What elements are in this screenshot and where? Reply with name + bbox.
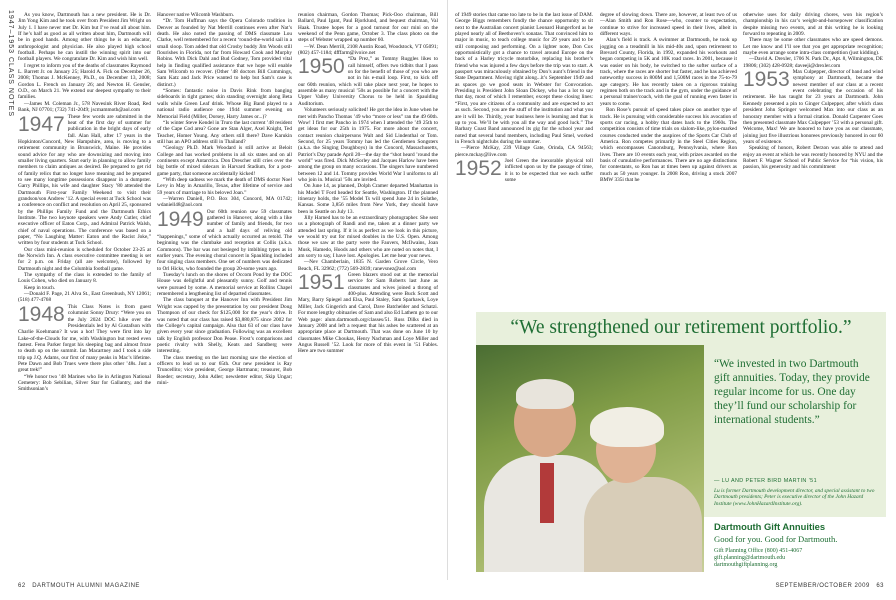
paragraph: Hanover native Wilcomb Washburn. <box>157 12 235 18</box>
magazine-title: DARTMOUTH ALUMNI MAGAZINE <box>32 583 140 589</box>
page-number-right: 63 <box>876 583 884 589</box>
class-entry-1951: 1951 Green blazers stood out at the memorial service for Sam Roberts last June as classmates and wives joined a throng of 400-plus. Attending were Buck Scott and Mary, Barry Spiegel and Elsa, Paul Staley, Sam Sparhawk, Loye Miller, Jack Gingerich and Carol, Dave Batchelder and Schatzi. For more lengthy obituaries of Sam and also Ed Lathem go to our Web page: alum.dartmouth.org/classes/51. Russ Dilks died in January 2008 and left a request that his ashes be scattered at an appropriate place at Dartmouth. That was done on June 10 by classmates Mike Choukas, Henry Nachman and Loye Miller and Angus Russell ’52. Look for more of this event in ’51 Fables. Here are two summer <box>298 271 438 355</box>
ad-tagline: Good for you. Good for Dartmouth. <box>714 534 838 544</box>
signature: —Pierce McKay, 239 Village Gate, Orinda, CA 94563; pierce.mckay@live.com <box>455 145 593 158</box>
column-3 <box>298 12 438 578</box>
signature: —Warren Daniell, P.O. Box 304, Concord, MA 01742; wdaniell48@aol.com <box>157 195 292 209</box>
column-4 <box>455 12 593 308</box>
paragraph: The class banquet at the Hanover Inn with President Jim Wright was capped by the presentation by our president Doug Thompson of our check for $125,000 for the year’s drive. It was noted that our class has raised $3,880,875 since 2002 for the College’s capital campaign. Also that 63 of our class have given every year since graduation. Following was an excellent talk by English professor Don Pease. Frost’s comparisons and poetic rivalry with Shelly, Keats and Sandberg were interesting. <box>157 297 292 355</box>
signature: —David A. Drexler, 1706 N. Park Dr., Apt. 8, Wilmington, DE 19806; (302) 428-0928; daveeji@drexler.com <box>743 56 883 69</box>
class-year-1947: 1947 <box>18 112 65 136</box>
attribution-description: Lu is former Dartmouth development director, and special assistant to two Dartmouth presidents; Peter is executive director of the John Hazard Institute (www.JohnHazardInstitute.org). <box>714 487 875 507</box>
paragraph: Alan’s field is track. A swimmer at Dartmouth, he took up jogging on a treadmill in his mid-40s and, upon retirement to Brevard County, Florida, in 1992, expanded his workouts and began competing in 5K and 10K road races. In 2001, because it was easier on his body, he switched to the softer surface of a track, where the races are shorter but faster, and he has achieved noteworthy success in 800M and 1,500M races in the 75-to-79 age category. He has recently taken on a rigorous training regimen both on the track and in the gym, under the guidance of a personal trainer/coach, with the goal of running even faster in years to come. <box>600 37 737 107</box>
class-entry-1952: 1952 Joel Green the inexorable physical toll inflicted upon us by the passage of time, it is to be expected that we each suffer some <box>455 156 593 183</box>
paragraph: reunion chairman, Gordon Thomas; Pick-Ooo chairman, Bill Ballard, Paul Igant, Paul Bjorklund, and bequest chairman, Val Haak. Trustee hopes for a good turnout for our mini on the weekend of the Penn game, October 3. The class photo on the steps of Webster wrapped up number 60. <box>298 12 438 44</box>
class-year-1949: 1949 <box>157 207 204 231</box>
class-entry-1947: 1947 These few words are submitted in the heat of the first day of summer for publication in the bright days of early fall. Alan Hall, after 17 years in the Hopkinton/Concord, New Hampshire, area, is moving to a retirement community in Brunswick, Maine. He provides sound advice for any who are downsizing and moving into smaller living quarters. Start early in planning to allow family members to claim antiques as desired. Be prepared to get rid of family relics that no longer have meaning and be prepared to see many longtime possessions disappear in a dumpster. Garry Phillips, his wife and daughter Stacy ’80 attended the Dartmouth First-year Family Weekend to visit their grandson/son Andrew ’12. A special event at Tuck School was a conference on conflict and resolution on April 25, sponsored by the Phillips Family Fund and the Dartmouth Ethics Institute. The two keynote speakers were Andy Cutler, chief executive officer of Eaton Corp., and Admiral Patrick Walsh, chief of naval operations. The conference was based on a paper, “No Laughing Matter: Eaton and the Racist Joke,” written by four students at Tuck School. <box>18 112 151 247</box>
paragraph: On June 14, as planned, Dolph Cramer departed Manhattan in his Model T Ford headed for Seattle, Washington. If the planned itinerary holds, the ’55 Model Ts will spend June 24 in Solathe, Kansas. Some 3,856 miles from New York, they should have been in Seattle on July 13. <box>298 183 438 215</box>
page-number-left: 62 <box>18 583 26 589</box>
class-year-1952: 1952 <box>455 156 502 180</box>
gift-annuities-ad <box>476 312 886 572</box>
paragraph: There may be some other classmates who are speed demons. Let me know and I’ll see that you get appropriate recognition; maybe even arrange some intra-class competition (just kidding). <box>743 37 883 57</box>
signature: —James M. Coleman Jr., 578 Navesink River Road, Red Bank, NJ 07701; (732) 741-2049; jscmammoth@aol.com <box>18 100 151 114</box>
footer-right <box>776 583 884 589</box>
attribution-name: — LU AND PETER BIRD MARTIN ’51 <box>714 478 817 484</box>
column-1 <box>18 12 151 578</box>
couple-photo <box>476 345 704 572</box>
paragraph: “Geology Ph.D. Mark Woodard is still active at Beloit College and has worked problems in all six states and on all continents except Antarctica. Don Drescher still cries over the big bottle of mixed sidecars in Harvard Stadium, for a post-game party, that someone accidentally kicked! <box>157 145 292 177</box>
paragraph: The class meeting on the last morning saw the election of officers to lead us to our 65th. Our new president is Ray Truncellito; vice president, George Hartmann; treasurer, Bob Roeder; secretary, John Adler; newsletter editor, Skip Ungar; mini- <box>157 354 292 386</box>
class-entry-1949: 1949 Our 60th reunion saw 59 classmates gathered in Hanover, along with a like number of family and friends, for two and a half days of reliving old “happenings,” some of which actually occurred as retold. The beginning was the clambake and reception at Collis (a.k.a. Commons). The bar was not besieged by imbibing types as in earlier years. The evening choral concert in Spaulding included four singing class members. One set of numbers was dedicated to Orl Hicks, who founded the group 20-some years ago. <box>157 207 292 272</box>
signature: —Nev Chamberlain, 1835 N. Garden Grove Circle, Vero Beach, FL 32962; (772) 569-2839; ranevsnez@aol.com <box>298 259 438 272</box>
ad-quote: “We invested in two Dartmouth gift annuities. Today, they provide regular income for us. One day they’ll fund our scholarship for international students.” <box>714 358 870 426</box>
paragraph: “Somes: fantastic noise in Davis Rink from banging sideboards in tight games; skin standing overnight along Beta walls while Green Leaf drink. Whose Big Band played to a national radio audience one 1944 summer evening on Memorial Field (Miller, Dorsey, Harry James or...)? <box>157 88 292 120</box>
paragraph: The sympathy of the class is extended to the family of Louis Cohen, who died on January 8. <box>18 272 151 285</box>
signature: —Donald F. Page, 21 Alva St., East Greenbush, NY 12061; (518) 477-4768 <box>18 291 151 304</box>
class-year-1948: 1948 <box>18 302 65 326</box>
paragraph: “Dr. Tom Huffman says the Opera Colorado tradition in Denver as founded by Nat Merrill continues even after Nat’s death. He also noted the passing of DMS classmate Lou Clarke, well remembered for a recent ‘round-the-world sail in a small sloop. Tom added that old Crosby buddy Jim Woods still flourishes in Florida, not far from Howard Cook and Murphy Robins. With Dick Dahl and Bud Godney, Tom provided vital help in finding qualified assistance that we hope will enable Sam Wilcomb to recover. (Other ’48 doctors Bill Cummings, Sam Katz and Jack Price wanted to help but Sam’s case is distinct.) <box>157 18 292 88</box>
paragraph: “With deep sadness we mark the death of DMS doctor Noel Levy in May in Amarillo, Texas, after lifetime of service and 59 years of marriage to his beloved Joan.” <box>157 176 292 196</box>
column-5 <box>600 12 737 308</box>
class-year-1951: 1951 <box>298 271 345 295</box>
paragraph: Our class mini-reunion is scheduled for October 23-25 at the Norwich Inn. A class executive committee meeting is set for 2 p.m. on Friday (all are welcome), followed by Dartmouth night and the Columbia football game. <box>18 246 151 272</box>
paragraph: of 1949 stories that came too late to be in the last issue of DAM. George Biggs remembers fondly the chance opportunity to sit next to the Australian concert pianist Leonard Hungerford as he played nearly all of Beethoven’s sonatas. That convinced him to major in music, to teach college music for 29 years and to be still composing and performing. On a lighter note, Don Cox opportunistically got a chance to travel around Europe on the back of a Harley tricycle motorbike, replacing his brother’s friend who was injured a few days before the trip was to start. A passport was miraculously obtained by Don’s aunt’s friend in the State Department. Moving right along...it’s September 1949 and as spaces go we good seats in Webster for Convocation. Presiding is President John Sloan Dickey, who has a lot to say that day, most of which I remember, except these closing lines: “First, you are citizens of a community and are expected to act as such. Second, you are the stuff of the institution and what you are it will be. Thirdly, your business here is learning and that is up to you. We’ll be with you all the way and good luck.” The Barbary Coast Band announced its gig for the school year and noted that several band members, including Paul Smel, worked in French nightclubs during the summer. <box>455 12 593 145</box>
ad-attribution <box>714 478 879 507</box>
class-entry-1950: 1950 “Da Prez,” as Tommy Ruggles likes to call himself, offers two tidbits that I pass on for the benefit of those of you who are not in his e-mail loop. First, to kick off our 60th reunion, which will take place next year, he hopes to assemble as many musical ’50s as possible for a concert with the Upper Valley University Chorus to be held in Spaulding Auditorium. <box>298 55 438 107</box>
class-entry-1948: 1948 This Class Notes is from guest columnist Sonny Drury: “Were you on the July 2024 DOC hike over the Presidentials led by Al Gustafson with Charlie Koehmann? It was a hot! They were first into lay Lake-of-the-Clouds for me, with Washington but rested even fastest. Fenu Parker forgot his sleeping bag and almost froze to death up on the summit. Ian Macartney and I took a side trip up J.Q. Adams, our first of many peaks in Mac’s lifetime. Pete Dawn and Bob Truex were there plus other ’48s. Just a great trek!” <box>18 302 151 374</box>
paragraph: otherwise uses for daily driving chores, won his region’s championship in his car’s weight-and-horsepower classification despite missing two events, and at this writing he is looking forward to repeating in 2009. <box>743 12 883 38</box>
column-6 <box>743 12 883 308</box>
paragraph: Jilly Harned has to be an extraordinary photographer. She sent us a photograph of Randi and me, taken at a dinner party we attended last spring. If it is as perfect as we look in this picture, we would try out for mixed doubles in the U.S. Open. Among those we saw at the party were the Fauvers, McIlwains, Joan Musk, Hamedo, Hoods and others who are noted on notes that, I am sorry to say, I have lost. Apologies. Let me hear your news. <box>298 215 438 260</box>
page-gutter <box>447 0 448 580</box>
paragraph: “Is winter Steve Kendel in Truro the last current ’48 resident of the Cape Cod area? Gone are Stan Alger, Axel Knight, Ted Teacher, Homer Young. Any others still there? Dave Karukin still has an APO address still in Thailand? <box>157 119 292 145</box>
paragraph: Volunteers seriously solicited! He got the idea in June when he met with Pancho Thomas ’49 who “more or less” ran the 49 60th. Wow! I first met Pancho in 1974 when I attended the ’49 25th to get ideas for our 25th in 1975. For more about the concert, contact reunion chairpersons Walt and Sid Lindenthal or Tom. Second, for 25 years Tommy has led the Gentlemen Songsters (a.k.a. the Singing Doughboys) in the Concord, Massachusetts, Patriot’s Day parade April 20—the day the “shot heard ’round the world” was fired. Dick McSorley and Jacques Harlow have been among the group on many occasions. The singers have numbered between 12 and 14. Tommy provides World War I uniforms to all who join in. Musical ’50s are invited. <box>298 107 438 183</box>
class-year-1950: 1950 <box>298 55 345 79</box>
ad-email[interactable]: gift.planning@dartmouth.edu <box>714 555 786 562</box>
paragraph: Tuesday’s lunch on the shores of Occom Pond by the DOC House was delightful and pleasantly sunny. Golf and tennis were pursued by some. A memorial service at Rollins Chapel remembered a lengthening list of departed classmates. <box>157 272 292 298</box>
paragraph: degree of slowing down. There are, however, at least two of us—Alan Smith and Ron Rose—who, counter to expectation, continue to strive for increased speed in their lives, albeit in different ways. <box>600 12 737 38</box>
ad-info-box <box>704 517 886 572</box>
issue-date: SEPTEMBER/OCTOBER 2009 <box>775 583 870 589</box>
ad-phone[interactable]: Gift Planning Office (800) 451-4067 <box>714 548 803 554</box>
paragraph: Ron Rose’s pursuit of speed takes place on another type of track. He is pursuing with considerable success his avocation of sports car racing, a hobby that dates back to the 1960s. The competition consists of time trials on slalom-like, pylon-marked courses conducted under the auspices of the Sports Car Club of America. Ron competes primarily in the Steel Cities Region, which encompasses Canonsburg, Pennsylvania, where Ron lives. There are 10 events each year, with prizes awarded on the basis of cumulative performances. There are no age distinctions for contestants, so Ron has at times been up against drivers as much as 50 years younger. In 2008 Ron, driving a stock 2007 BMW 335i that he <box>600 107 737 183</box>
side-section-label: 1947–1953 CLASS NOTES <box>7 10 14 117</box>
paragraph: Keep in touch. <box>24 284 56 291</box>
column-2 <box>157 12 292 578</box>
ad-headline: “We strengthened our retirement portfolio.” <box>510 317 852 338</box>
signature: —W. Dean Merrill, 2108 Austin Road, Woodstock, VT 05091; (802) 457-1184; dfffarm@ivoice.net <box>298 43 438 57</box>
paragraph: Speaking of honors, Robert Derzon was able to attend and enjoy an event at which he was recently honored by NYU and the Robert F. Wagner School of Public Service for “his vision, his passion, his generosity and his commitment <box>743 145 883 171</box>
ad-program-title: Dartmouth Gift Annuities <box>714 521 826 532</box>
class-entry-1953: 1953 Max Culpepper, director of band and wind symphony at Dartmouth, became the newest member of our class at a recent event celebrating the occasion of his retirement. He has taught for 23 years at Dartmouth. John Kennedy presented a pin to Ginger Culpepper, after which class president John Springer welcomed Max into our class as an honorary member with a formal citation. Donald Carpenter Goes then presented classmate Max Culpepper ’53 with a personal gift. Welcome, Max! We are honored to have you as our classmate, joining just five illustrious honorees previously honored in our 60 years of existence. <box>743 68 883 145</box>
class-year-1953: 1953 <box>743 68 790 92</box>
paragraph: “We honor two ’48 Marines who lie in Arlington National Cemetery: Bob Sebilian, Silver Star for Gallantry, and the Smithsonian’s <box>18 373 151 393</box>
paragraph: As you know, Dartmouth has a new president. He is Dr. Jim Yong Kim and he took over from President Jim Wright on July 1. I have never met Dr. Kim but I’ve read all about him. If he’s half as good as all written about him, Dartmouth will be in good hands. Among other things he is an educator, anthropologist and physician. He also played high school football. Perhaps he can instill the winning spirit into our football players. We congratulate Dr. Kim and wish him well. <box>18 12 151 63</box>
footer-left <box>18 583 140 589</box>
ad-website[interactable]: dartmouthgiftplanning.org <box>714 562 778 569</box>
paragraph: I regret to inform you of the deaths of classmates Raymond L. Barrett Jr. on January 25; Harold A. Fick on December 26, 2008; Thomas J. McKenney, Ph.D., on December 13, 2008; Gordon L. French on January 26; and Newton H. Gensler, O.D., on March 21. We extend our deepest sympathy to their families. <box>18 62 151 101</box>
ad-contact <box>714 548 802 569</box>
